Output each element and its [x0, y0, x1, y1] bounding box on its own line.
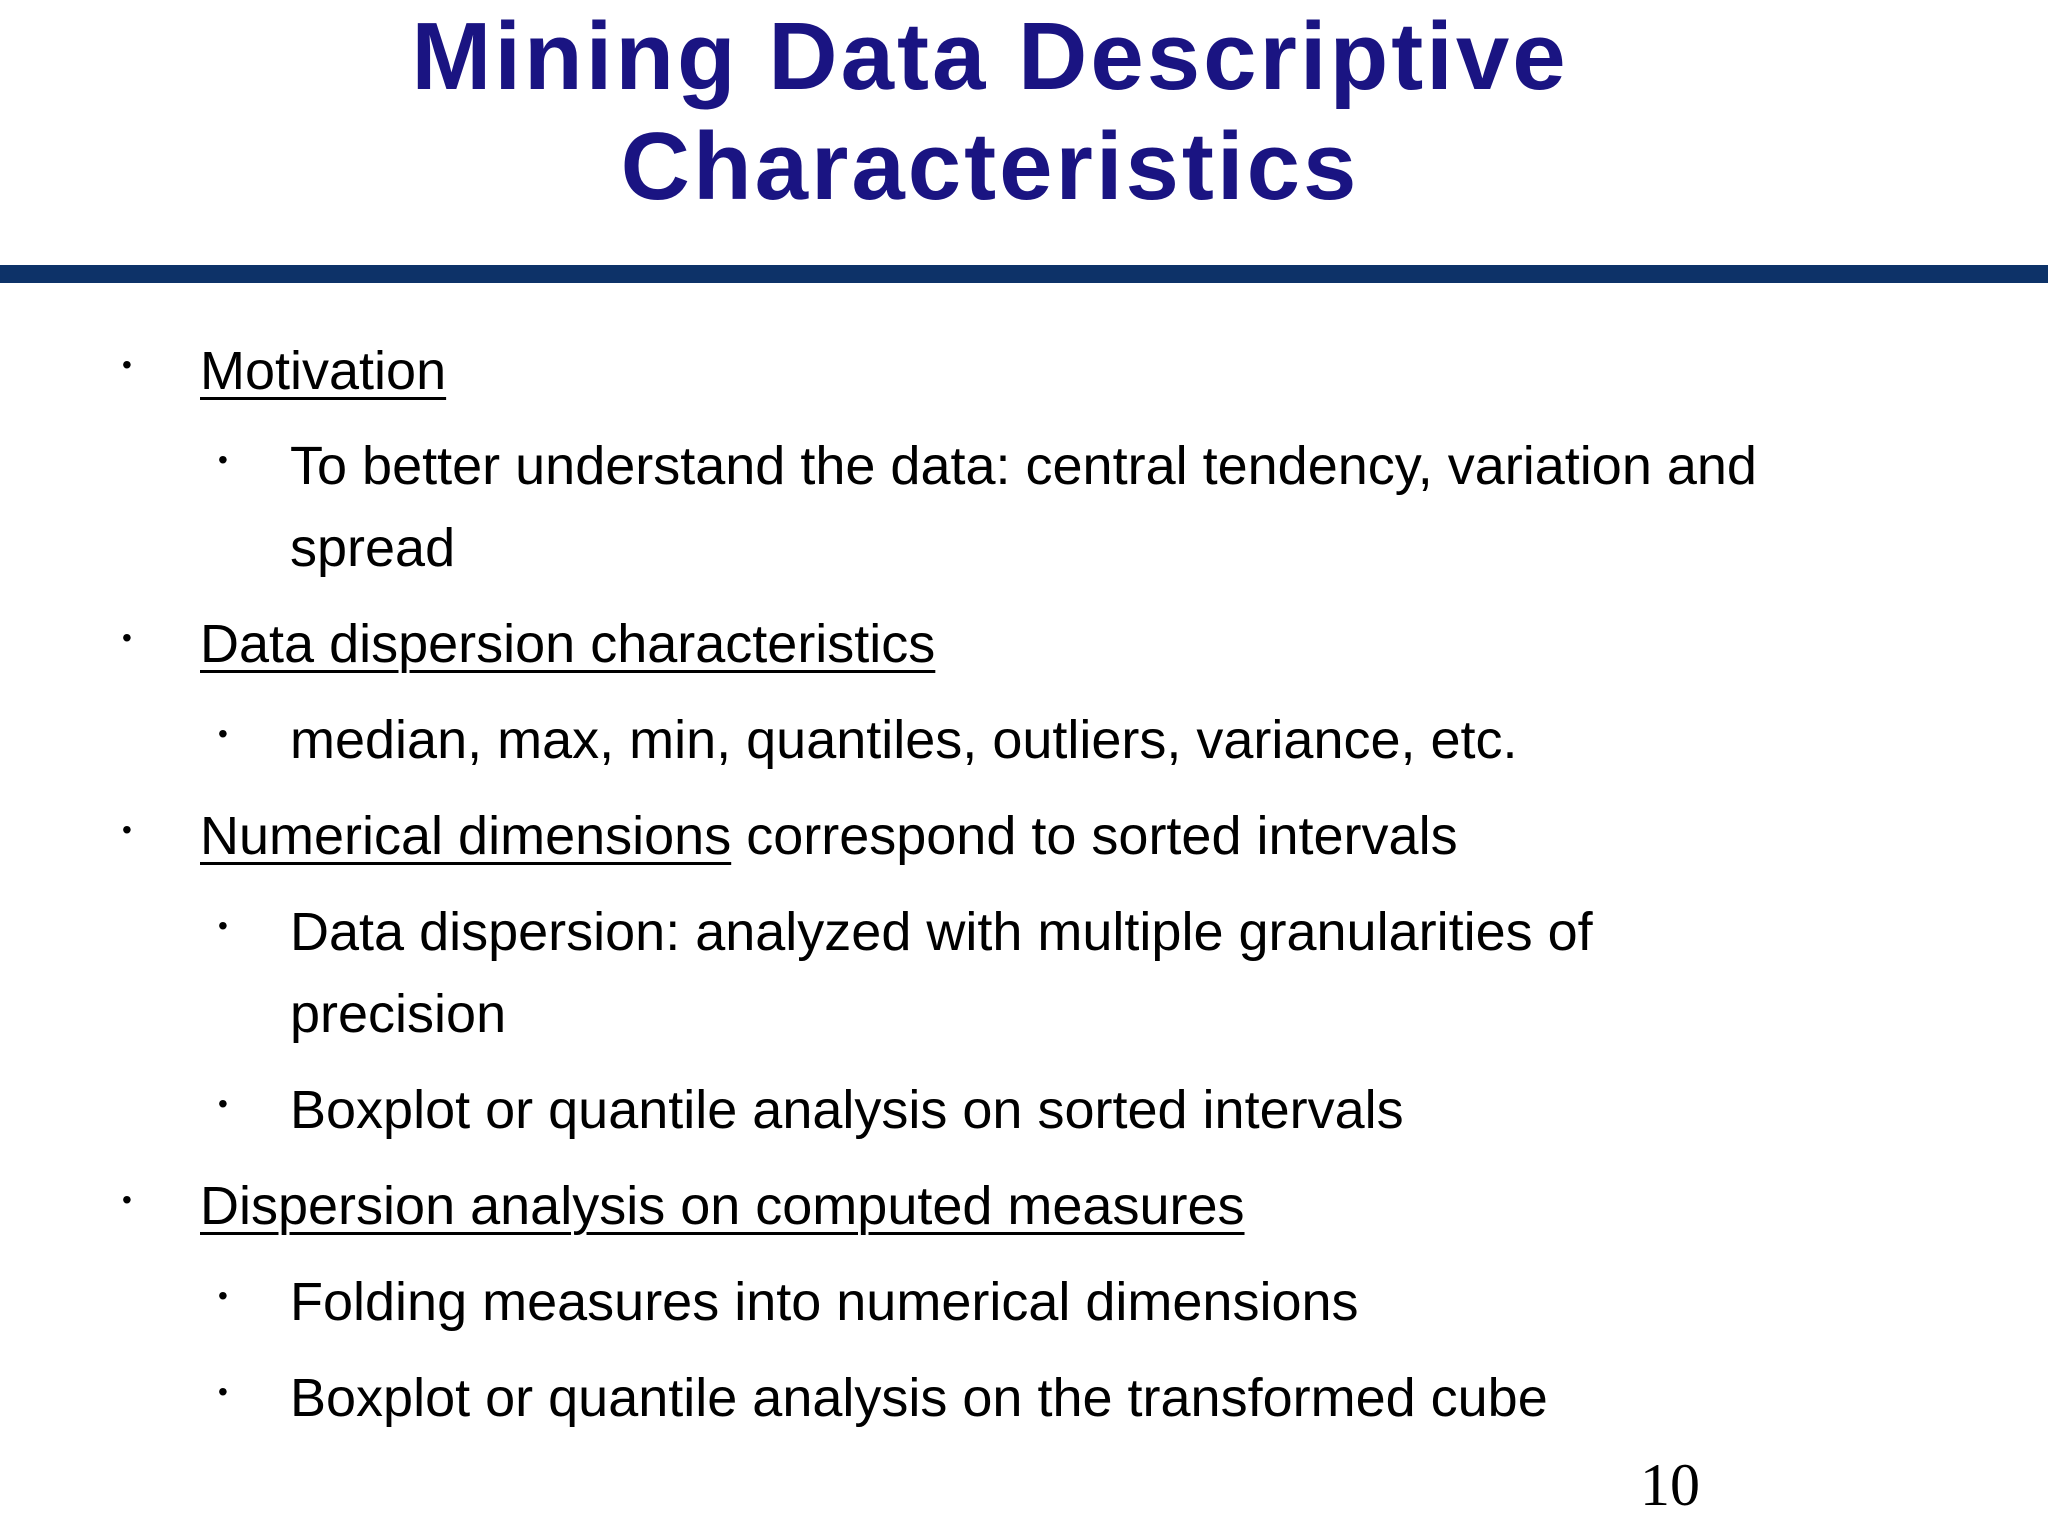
bullet-dot: • [122, 349, 132, 380]
sub-bullet-granularities [218, 891, 1910, 1055]
bullet-dot: • [218, 1376, 228, 1407]
bullet-dot: • [218, 910, 228, 941]
bullet-heading: Dispersion analysis on computed measures [200, 1176, 1245, 1236]
bullet-heading: Data dispersion characteristics [200, 614, 936, 674]
slide-title-line-1: Mining Data Descriptive [411, 3, 1569, 110]
bullet-computed-measures [122, 1165, 1980, 1247]
bullet-heading: Numerical dimensions [200, 806, 732, 866]
title-divider [0, 265, 2048, 283]
bullet-text: correspond to sorted intervals [731, 806, 1458, 866]
sub-bullet-text-line-1: Boxplot or quantile analysis on sorted intervals [290, 1080, 1404, 1140]
bullet-dot: • [218, 444, 228, 475]
bullet-dot: • [122, 814, 132, 845]
slide-title-line-2: Characteristics [620, 113, 1360, 220]
sub-bullet-folding-measures [218, 1261, 1910, 1343]
sub-bullet-text-line-1: median, max, min, quantiles, outliers, variance, etc. [290, 710, 1518, 770]
bullet-dot: • [122, 622, 132, 653]
sub-bullet-text-line-1: To better understand the data: central tendency, variation and [290, 436, 1757, 496]
bullet-numerical-dimensions [122, 795, 1980, 877]
bullet-heading: Motivation [200, 341, 447, 401]
sub-bullet-text-line-2: spread [290, 518, 456, 578]
sub-bullet-boxplot-cube [218, 1357, 1910, 1439]
bullet-dot: • [218, 1280, 228, 1311]
bullet-dot: • [122, 1184, 132, 1215]
bullet-dot: • [218, 718, 228, 749]
slide-title [0, 2, 1980, 222]
sub-bullet-dispersion-stats [218, 699, 1910, 781]
sub-bullet-text-line-2: precision [290, 984, 507, 1044]
bullet-dot: • [218, 1088, 228, 1119]
sub-bullet-text-line-1: Folding measures into numerical dimensions [290, 1272, 1359, 1332]
bullet-motivation [122, 330, 1980, 412]
bullet-data-dispersion [122, 603, 1980, 685]
page-number: 10 [1640, 1452, 1700, 1518]
sub-bullet-boxplot-sorted [218, 1069, 1910, 1151]
sub-bullet-text-line-1: Boxplot or quantile analysis on the transformed cube [290, 1368, 1548, 1428]
sub-bullet-understand-data [218, 425, 1910, 589]
sub-bullet-text-line-1: Data dispersion: analyzed with multiple granularities of [290, 902, 1593, 962]
